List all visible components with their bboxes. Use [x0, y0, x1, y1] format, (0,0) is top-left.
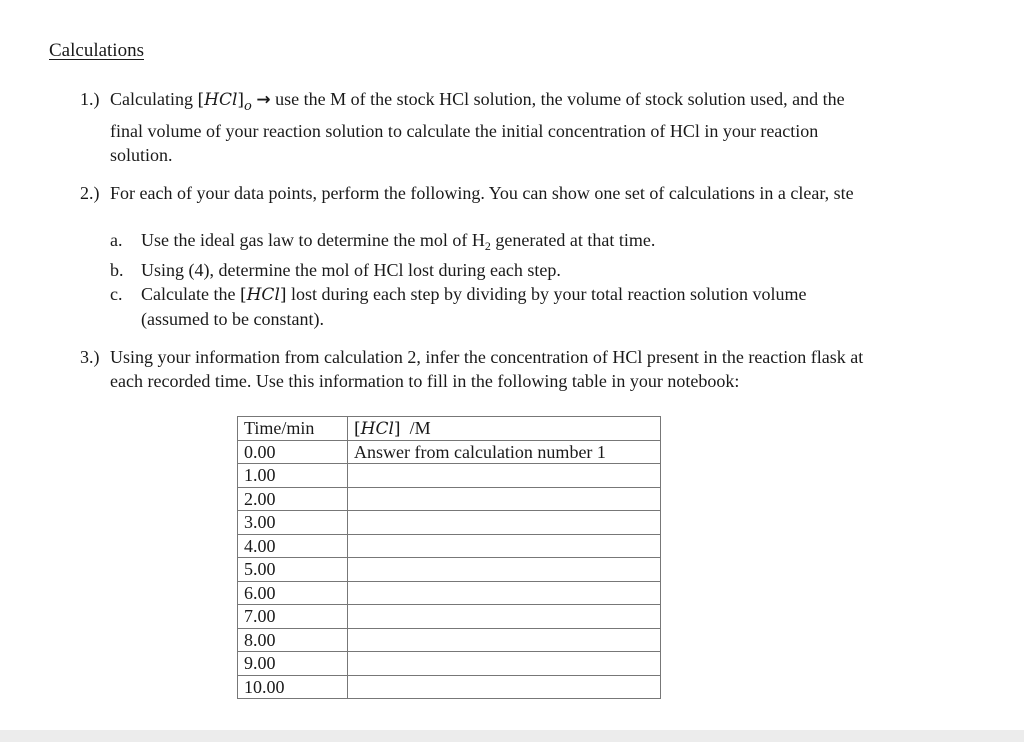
table-row [238, 652, 661, 676]
table-cell-time: 6.00 [238, 581, 348, 605]
sub-item-marker: b. [110, 260, 124, 280]
table-row [238, 605, 661, 629]
table-row [238, 440, 661, 464]
table-cell-time: 3.00 [238, 511, 348, 535]
calculation-item-3 [80, 345, 980, 393]
hcl-concentration-symbol: [HCl] [239, 285, 287, 305]
table-cell-value [348, 675, 661, 699]
sub-item-text: Using (4), determine the mol of HCl lost during each step. [141, 260, 561, 280]
item-line [110, 87, 980, 119]
table-cell-time: 8.00 [238, 628, 348, 652]
table-cell-value [348, 464, 661, 488]
table-row [238, 534, 661, 558]
item-body: For each of your data points, perform the following. You can show one set of calculations in a clear, ste [110, 183, 854, 203]
table-cell-time: 5.00 [238, 558, 348, 582]
right-arrow-icon: → [256, 90, 271, 110]
section-heading: Calculations [49, 40, 144, 61]
table-cell-value [348, 534, 661, 558]
table-cell-value: Answer from calculation number 1 [348, 440, 661, 464]
table-row [238, 628, 661, 652]
sub-item-c [110, 282, 970, 331]
item-line: Using your information from calculation 2, infer the concentration of HCl present in the reaction flask at [110, 347, 864, 367]
table-cell-time: 4.00 [238, 534, 348, 558]
sub-item-line: (assumed to be constant). [141, 309, 324, 329]
sub-item-marker: c. [110, 284, 123, 304]
table-cell-value [348, 581, 661, 605]
table-cell-value [348, 628, 661, 652]
item-body [110, 345, 980, 393]
sub-item-marker: a. [110, 230, 123, 250]
table-cell-time: 9.00 [238, 652, 348, 676]
calculation-item-1 [80, 87, 980, 167]
table-cell-value [348, 487, 661, 511]
calculation-item-2 [80, 181, 980, 205]
hcl-concentration-symbol: $[HCl]_o$ [197, 90, 252, 114]
subscript: 2 [484, 239, 491, 253]
table-cell-time: 1.00 [238, 464, 348, 488]
item-text: use the M of the stock HCl solution, the volume of stock solution used, and the [270, 89, 845, 109]
sub-item-a [110, 228, 970, 258]
item-number: 1.) [80, 89, 100, 109]
sub-item-text: Use the ideal gas law to determine the mol of H [141, 230, 485, 250]
item-number: 2.) [80, 183, 100, 203]
table-cell-time: 7.00 [238, 605, 348, 629]
sub-item-list [110, 228, 970, 331]
table-row [238, 487, 661, 511]
table-cell-value [348, 558, 661, 582]
table-cell-time: 10.00 [238, 675, 348, 699]
table-row [238, 511, 661, 535]
item-line: final volume of your reaction solution to calculate the initial concentration of HCl in your reaction [110, 121, 819, 141]
concentration-table [237, 416, 661, 699]
item-body [110, 87, 980, 167]
table-row [238, 581, 661, 605]
table-row [238, 675, 661, 699]
table-cell-value [348, 652, 661, 676]
item-line: solution. [110, 145, 173, 165]
sub-item-text: Calculate the [141, 284, 240, 304]
table-header-concentration: [HCl] /M [348, 417, 661, 441]
sub-item-line [141, 282, 970, 307]
item-line: each recorded time. Use this information to fill in the following table in your notebook: [110, 371, 740, 391]
page-bottom-edge [0, 730, 1024, 742]
sub-item-text: generated at that time. [490, 230, 656, 250]
table-row [238, 558, 661, 582]
table-cell-time: 0.00 [238, 440, 348, 464]
table-cell-time: 2.00 [238, 487, 348, 511]
table-row [238, 464, 661, 488]
table-cell-value [348, 605, 661, 629]
table-cell-value [348, 511, 661, 535]
table-header-time: Time/min [238, 417, 348, 441]
sub-item-text: lost during each step by dividing by your total reaction solution volume [286, 284, 807, 304]
item-number: 3.) [80, 347, 100, 367]
item-text: Calculating [110, 89, 198, 109]
sub-item-b [110, 258, 970, 282]
table-header-row [238, 417, 661, 441]
